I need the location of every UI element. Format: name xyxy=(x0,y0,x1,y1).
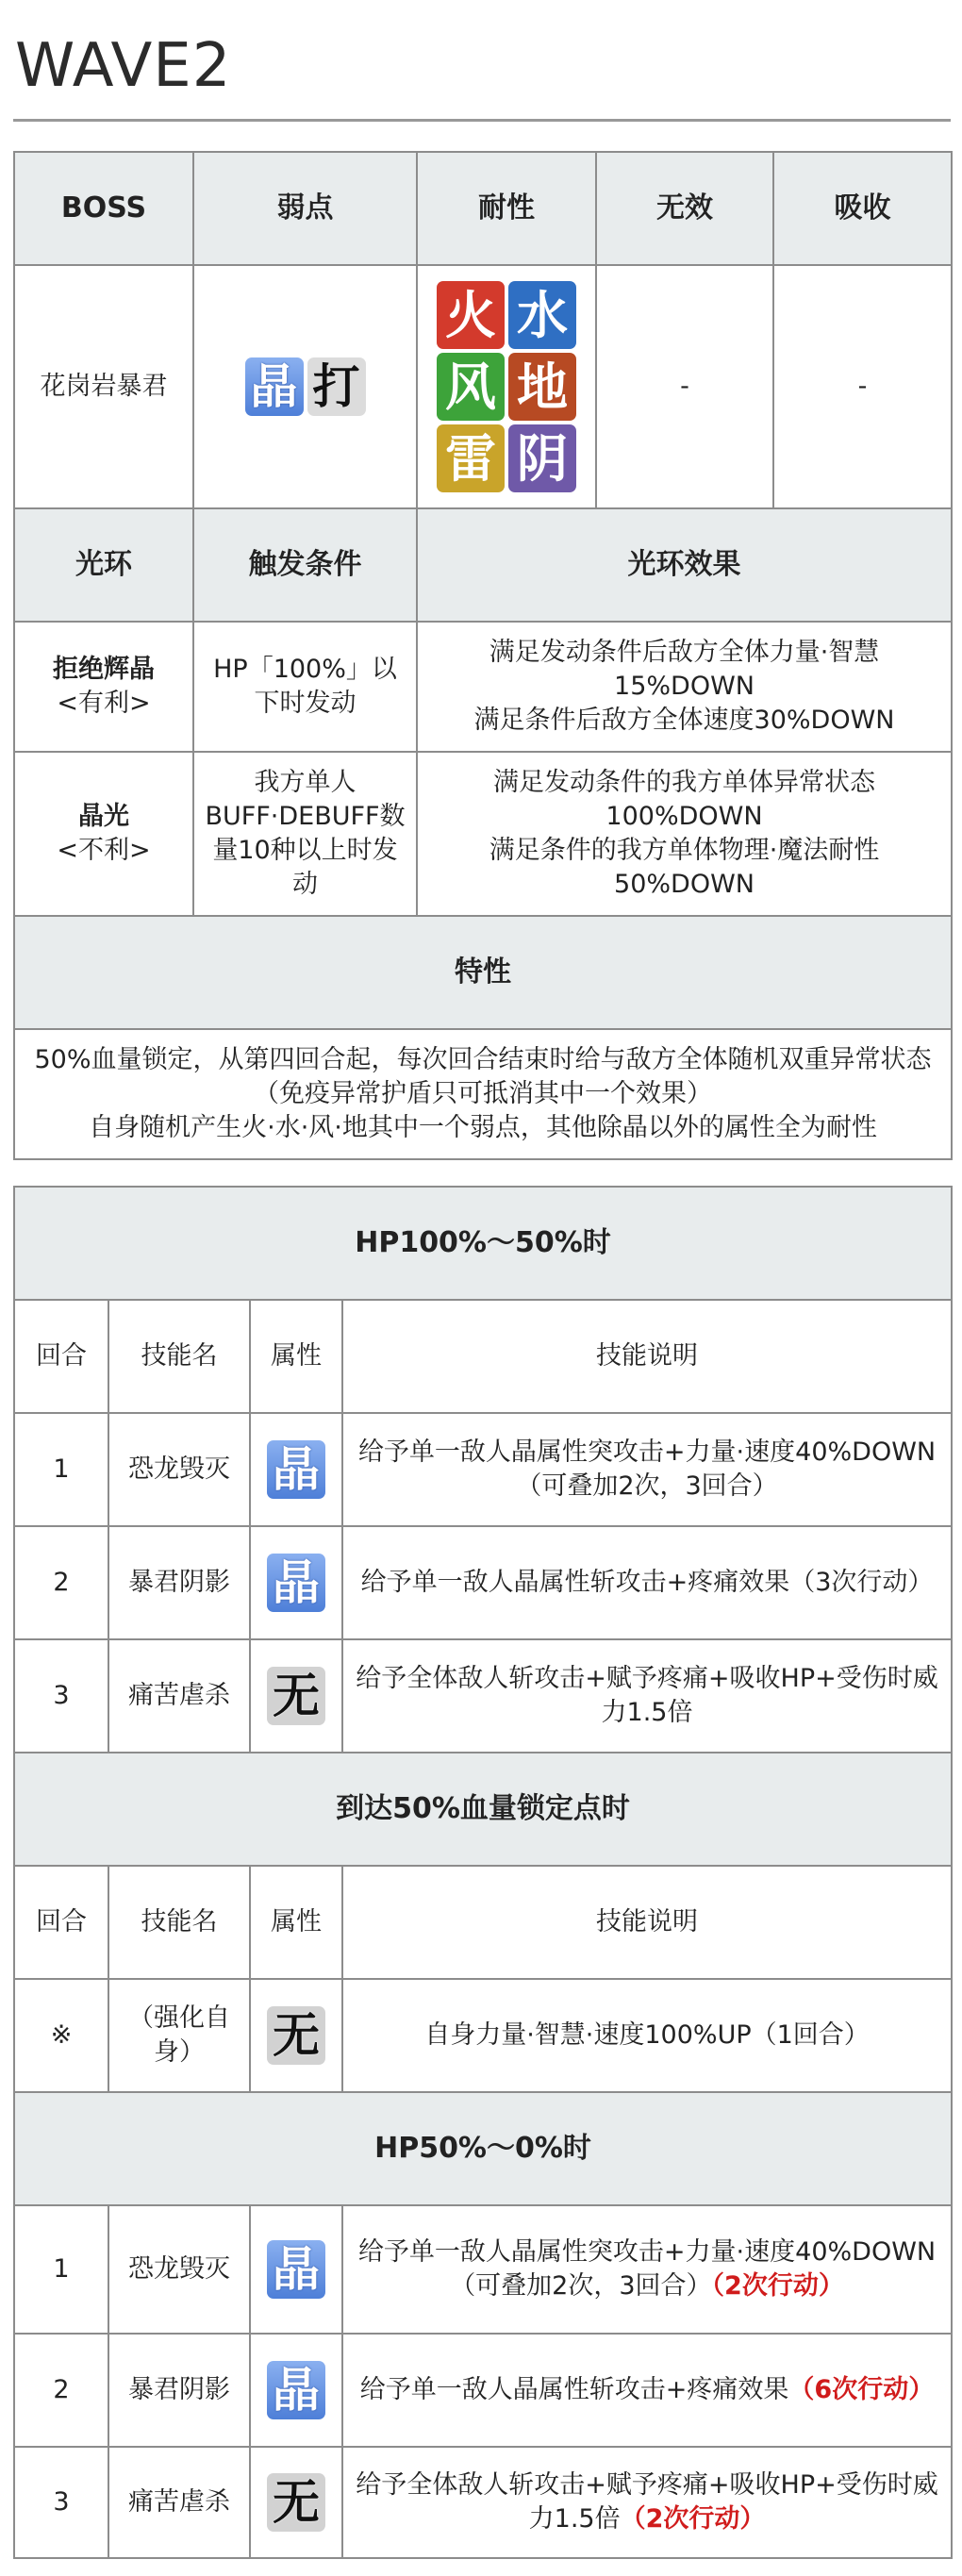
aura-2-condition: 我方单人BUFF·DEBUFF数量10种以上时发动 xyxy=(193,752,417,916)
skill-desc-cell xyxy=(342,2334,952,2447)
turn: 2 xyxy=(14,1526,108,1639)
weakness-cell xyxy=(193,265,417,508)
col-skill-name: 技能名 xyxy=(108,1866,250,1979)
none-attribute-icon: 无 xyxy=(267,2006,325,2065)
skill-name: 恐龙毁灭 xyxy=(108,1413,250,1526)
table-row xyxy=(14,1639,952,1753)
boss-name: 花岗岩暴君 xyxy=(14,265,193,508)
turn: 1 xyxy=(14,2205,108,2334)
crystal-icon: 晶 xyxy=(245,357,304,416)
skill-desc: 给予全体敌人斩攻击+赋予疼痛+吸收HP+受伤时威力1.5倍 xyxy=(342,1639,952,1753)
water-icon: 水 xyxy=(508,281,576,349)
aura-2-name: 晶光 xyxy=(78,802,129,831)
phase1-title: HP100%～50%时 xyxy=(14,1187,952,1300)
attr-cell xyxy=(250,2205,342,2334)
skill-name: 暴君阴影 xyxy=(108,1526,250,1639)
col-description: 技能说明 xyxy=(342,1300,952,1413)
table-row xyxy=(14,1413,952,1526)
skill-name: （强化自身） xyxy=(108,1979,250,2092)
aura-1-effect-line2: 满足条件后敌方全体速度30%DOWN xyxy=(473,706,895,735)
aura-2-tag: <不利> xyxy=(57,836,151,865)
skill-name: 痛苦虐杀 xyxy=(108,1639,250,1753)
earth-icon: 地 xyxy=(508,353,576,421)
col-skill-name: 技能名 xyxy=(108,1300,250,1413)
turn: 3 xyxy=(14,2447,108,2558)
col-turn: 回合 xyxy=(14,1300,108,1413)
dark-icon: 阴 xyxy=(508,424,576,492)
attr-cell xyxy=(250,1979,342,2092)
attr-cell xyxy=(250,1413,342,1526)
header-invalid: 无效 xyxy=(596,152,773,265)
table-row xyxy=(14,1979,952,2092)
aura-2-effect-line2: 满足条件的我方单体物理·魔法耐性50%DOWN xyxy=(489,836,880,899)
crystal-icon: 晶 xyxy=(267,2361,325,2419)
col-attribute: 属性 xyxy=(250,1300,342,1413)
skill-name: 恐龙毁灭 xyxy=(108,2205,250,2334)
skill-desc: 给予单一敌人晶属性突攻击+力量·速度40%DOWN（可叠加2次，3回合） xyxy=(357,2237,937,2301)
phase2-title: HP50%～0%时 xyxy=(14,2092,952,2205)
trait-line2: 自身随机产生火·水·风·地其中一个弱点，其他除晶以外的属性全为耐性 xyxy=(89,1113,877,1142)
col-turn: 回合 xyxy=(14,1866,108,1979)
header-weakness: 弱点 xyxy=(193,152,417,265)
none-attribute-icon: 无 xyxy=(267,1667,325,1725)
attr-cell xyxy=(250,1526,342,1639)
attr-cell xyxy=(250,1639,342,1753)
absorb-value: - xyxy=(773,265,952,508)
thunder-icon: 雷 xyxy=(437,424,505,492)
skill-desc: 自身力量·智慧·速度100%UP（1回合） xyxy=(342,1979,952,2092)
lock-title: 到达50%血量锁定点时 xyxy=(14,1753,952,1866)
attr-cell xyxy=(250,2334,342,2447)
title-divider xyxy=(13,119,951,122)
fire-icon: 火 xyxy=(437,281,505,349)
resist-cell xyxy=(417,265,596,508)
skill-name: 暴君阴影 xyxy=(108,2334,250,2447)
skill-desc: 给予单一敌人晶属性斩攻击+疼痛效果 xyxy=(359,2375,789,2404)
trait-line1: 50%血量锁定，从第四回合起，每次回合结束时给与敌方全体随机双重异常状态（免疫异常护盾只可抵消其中一个效果） xyxy=(34,1045,932,1108)
crystal-icon: 晶 xyxy=(267,1440,325,1499)
invalid-value: - xyxy=(596,265,773,508)
strike-icon: 打 xyxy=(307,357,366,416)
turn: 1 xyxy=(14,1413,108,1526)
action-count: （2次行动） xyxy=(711,2271,844,2301)
aura-1-effect xyxy=(417,622,952,752)
aura-2-effect xyxy=(417,752,952,916)
aura-1-tag: <有利> xyxy=(57,689,151,718)
header-aura-effect: 光环效果 xyxy=(417,508,952,622)
action-count: （2次行动） xyxy=(620,2504,766,2534)
skill-desc: 给予单一敌人晶属性突攻击+力量·速度40%DOWN（可叠加2次，3回合） xyxy=(342,1413,952,1526)
aura-1-name-cell xyxy=(14,622,193,752)
col-attribute: 属性 xyxy=(250,1866,342,1979)
turn: 3 xyxy=(14,1639,108,1753)
skill-desc: 给予全体敌人斩攻击+赋予疼痛+吸收HP+受伤时威力1.5倍 xyxy=(356,2470,938,2534)
col-description: 技能说明 xyxy=(342,1866,952,1979)
header-aura: 光环 xyxy=(14,508,193,622)
boss-info-table xyxy=(13,151,953,1160)
header-absorb: 吸收 xyxy=(773,152,952,265)
crystal-icon: 晶 xyxy=(267,2240,325,2299)
skill-desc-cell xyxy=(342,2447,952,2558)
header-boss: BOSS xyxy=(14,152,193,265)
table-row xyxy=(14,2205,952,2334)
turn: ※ xyxy=(14,1979,108,2092)
aura-1-name: 拒绝辉晶 xyxy=(53,655,155,684)
header-resist: 耐性 xyxy=(417,152,596,265)
aura-2-name-cell xyxy=(14,752,193,916)
aura-1-effect-line1: 满足发动条件后敌方全体力量·智慧15%DOWN xyxy=(489,638,880,701)
aura-2-effect-line1: 满足发动条件的我方单体异常状态100%DOWN xyxy=(493,768,875,831)
header-trait: 特性 xyxy=(14,916,952,1029)
skill-desc: 给予单一敌人晶属性斩攻击+疼痛效果（3次行动） xyxy=(342,1526,952,1639)
wind-icon: 风 xyxy=(437,353,505,421)
table-row xyxy=(14,2334,952,2447)
none-attribute-icon: 无 xyxy=(267,2473,325,2532)
trait-text xyxy=(14,1029,952,1159)
action-count: （6次行动） xyxy=(788,2375,935,2404)
header-trigger: 触发条件 xyxy=(193,508,417,622)
attr-cell xyxy=(250,2447,342,2558)
skill-name: 痛苦虐杀 xyxy=(108,2447,250,2558)
skill-desc-cell xyxy=(342,2205,952,2334)
crystal-icon: 晶 xyxy=(267,1554,325,1612)
aura-1-condition: HP「100%」以下时发动 xyxy=(193,622,417,752)
skill-table xyxy=(13,1186,953,2559)
page-title: WAVE2 xyxy=(15,31,232,101)
turn: 2 xyxy=(14,2334,108,2447)
table-row xyxy=(14,2447,952,2558)
table-row xyxy=(14,1526,952,1639)
